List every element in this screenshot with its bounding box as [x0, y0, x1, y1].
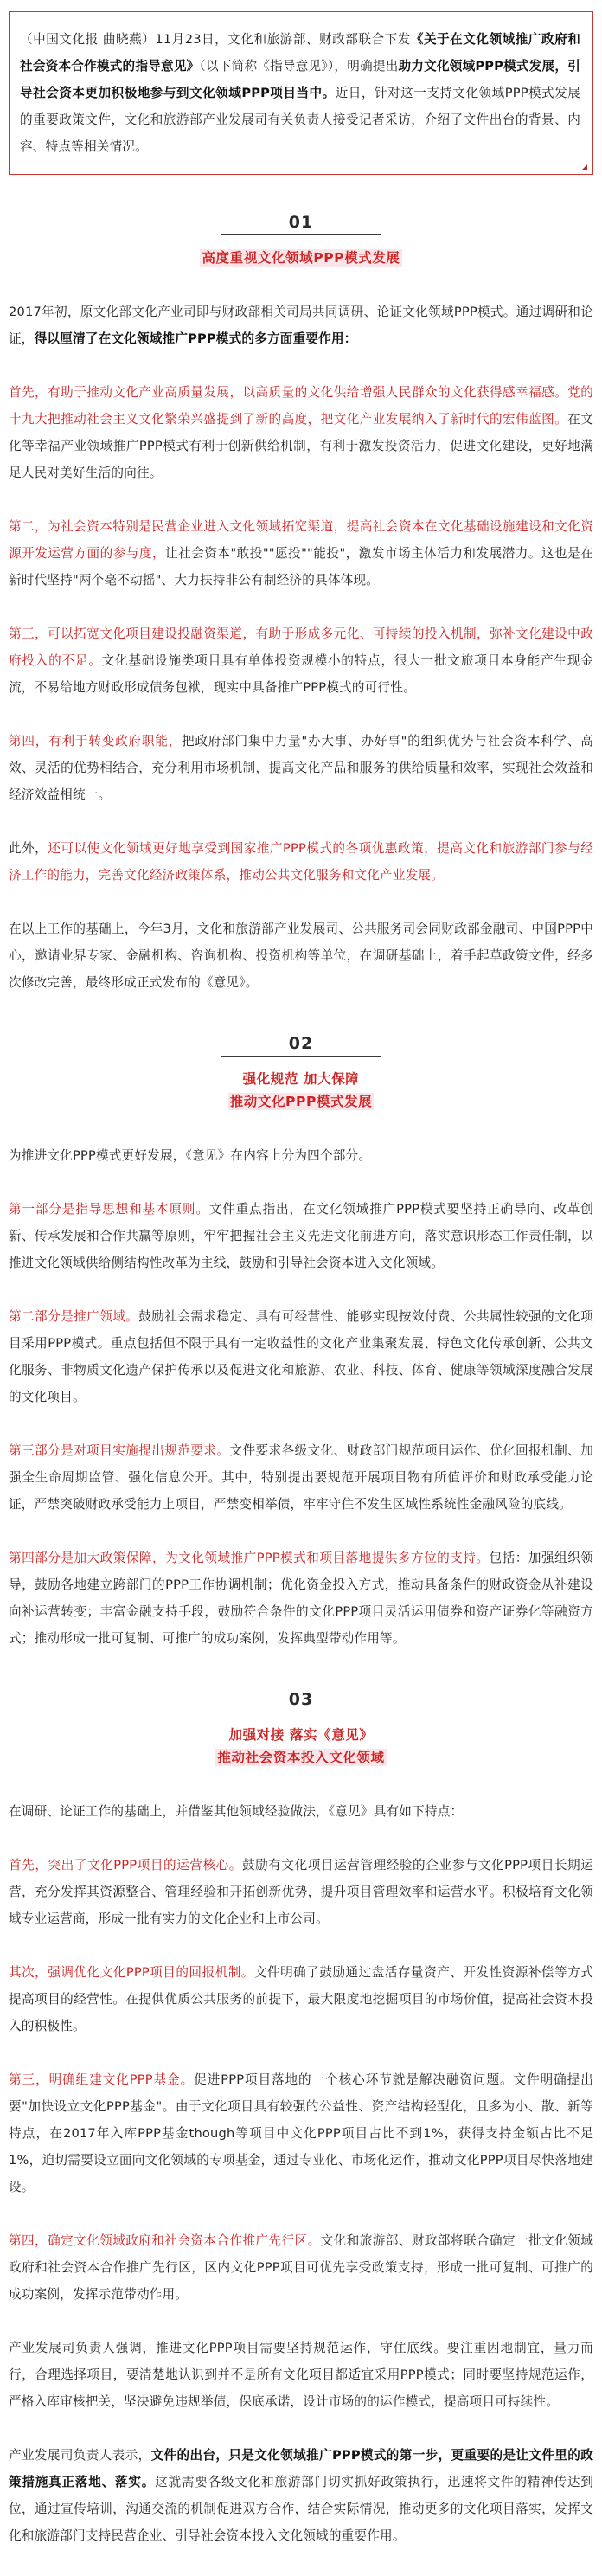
paragraph-text: 把政府部门集中力量"办大事、办好事"的组织优势与社会资本科学、高效、灵活的优势相结合，充分利用市场机制，提高文化产品和服务的供给质量和效率，实现社会效益和经济效益相统一。 — [9, 734, 593, 802]
paragraph — [0, 2227, 602, 2308]
paragraph-highlight: 首先，有助于推动文化产业高质量发展，以高质量的文化供给增强人民群众的文化获得感幸福感。党的十九大把推动社会主义文化繁荣兴盛提到了新的高度，把文化产业发展纳入了新时代的宏伟蓝图。 — [9, 385, 593, 427]
paragraph-text: 文化和旅游部、财政部将联合确定一批文化领域政府和社会资本合作推广先行区，区内文化PPP项目可优先享受政策支持，形成一批可复制、可推广的成功案例，发挥示范带动作用。 — [9, 2233, 593, 2302]
spacer — [0, 594, 602, 620]
spacer — [0, 269, 602, 299]
paragraph-highlight: 第二部分是推广领域。 — [9, 1309, 139, 1324]
lead-bold-2: 助力文化领域PPP模式发展，引导社会资本更加积极地参与到文化领域PPP项目当中。 — [20, 59, 580, 100]
lead-paragraph — [20, 26, 580, 160]
section-title-03 — [0, 1724, 602, 1769]
paragraph — [0, 835, 602, 889]
paragraph-emphasis: 文件的出台，只是文化领域推广PPP模式的第一步，更重要的是让文件里的政策措施真正落地、落实。 — [9, 2448, 594, 2489]
spacer — [0, 1932, 602, 1959]
spacer — [0, 701, 602, 728]
section-number-01: 01 — [288, 213, 314, 232]
spacer — [0, 486, 602, 513]
paragraph: 为推进文化PPP模式更好发展，《意见》在内容上分为四个部分。 — [9, 1148, 372, 1163]
paragraph — [0, 299, 602, 352]
section-divider-01 — [221, 234, 381, 235]
spacer — [0, 1169, 602, 1196]
spacer — [0, 1518, 602, 1545]
section-divider-02 — [221, 1056, 381, 1057]
paragraph-highlight: 第三，明确组建文化PPP基金。 — [9, 2072, 195, 2087]
paragraph-highlight: 第二，为社会资本特别是民营企业进入文化领域拓宽渠道，提高社会资本在文化基础设施建设和文化资源开发运营方面的参与度， — [9, 519, 593, 561]
paragraph: 在调研、论证工作的基础上，并借鉴其他领域经验做法，《意见》具有如下特点： — [9, 1804, 464, 1819]
section-title-01 — [0, 247, 602, 269]
spacer — [0, 1113, 602, 1142]
section-title-line: 推动社会资本投入文化领域 — [217, 1750, 385, 1765]
paragraph: 产业发展司负责人强调，推进文化PPP项目需要坚持规范运作，守住底线。要注重因地制宜，量力而行，合理选择项目，要清楚地认识到并不是所有文化项目都适宜采用PPP模式；同时要坚持规范运作，严格入库审核把关，坚决避免违规举债，保底承诺，设计市场的的运作模式，提高项目可持续性。 — [9, 2341, 593, 2409]
paragraph-text: 这就需要各级文化和旅游部门切实抓好政策执行，迅速将文件的精神传达到位，通过宣传培训，沟通交流的机制促进双方合作，结合实际情况，推动更多的文化项目落实，发挥文化和旅游部门支持民营企业、引导社会资本投入文化领域的重要作用。 — [9, 2475, 594, 2543]
section-number-02: 02 — [288, 1034, 314, 1053]
spacer — [0, 808, 602, 835]
paragraph — [0, 513, 602, 594]
paragraph-text: 包括：加强组织领导，鼓励各地建立跨部门的PPP工作协调机制；优化资金投入方式，推动具备条件的财政资金从补建设向补运营转变；丰富金融支持手段，鼓励符合条件的文化PPP项目灵活运用债券和资产证券化等融资方式；推动形成一批可复制、可推广的成功案例，发挥典型带动作用等。 — [9, 1551, 593, 1646]
paragraph — [0, 1852, 602, 1932]
paragraph-text: 鼓励社会需求稳定、具有可经营性、能够实现按效付费、公共属性较强的文化项目采用PPP模式。重点包括但不限于具有一定收益性的文化产业集聚发展、特色文化传承创新、公共文化服务、非物质文化遗产保护传承以及促进文化和旅游、农业、科技、体育、健康等领域深度融合发展的文化项目。 — [9, 1309, 593, 1404]
paragraph-text: 文件要求各级文化、财政部门规范项目运作、优化回报机制、加强全生命周期监管、强化信息公开。其中，特别提出要规范开展项目物有所值评价和财政承受能力论证，严禁突破财政承受能力上项目，严禁变相举债，牢牢守住不发生区域性系统性金融风险的底线。 — [9, 1443, 593, 1512]
paragraph-text: 在文化等幸福产业领域推广PPP模式有利于创新供给机制，有利于激发投资活力，促进文化建设，更好地满足人民对美好生活的向往。 — [9, 412, 593, 480]
spacer — [0, 2200, 602, 2227]
paragraph-highlight: 第四，有利于转变政府职能， — [9, 734, 183, 748]
section-title-line: 加强对接 落实《意见》 — [228, 1727, 374, 1743]
section-header-02 — [0, 1034, 602, 1113]
paragraph — [0, 620, 602, 701]
spacer — [0, 2549, 602, 2576]
paragraph-text: 2017年初，原文化部文化产业司即与财政部相关司局共同调研、论证文化领域PPP模式。通过调研和论证， — [9, 305, 593, 346]
spacer — [0, 1276, 602, 1303]
section-title-line: 强化规范 加大保障 — [242, 1071, 360, 1087]
paragraph — [0, 2442, 602, 2549]
paragraph: 在以上工作的基础上，今年3月，文化和旅游部产业发展司、公共服务司会同财政部金融司、中国PPP中心，邀请业界专家、金融机构、咨询机构、投资机构等单位，在调研基础上，着手起草政策文件，经多次修改完善，最终形成正式发布的《意见》。 — [9, 922, 593, 990]
spacer — [0, 889, 602, 915]
paragraph-text: 产业发展司负责人表示， — [9, 2448, 151, 2463]
spacer — [0, 352, 602, 379]
paragraph — [0, 379, 602, 486]
paragraph-text: 此外， — [9, 841, 48, 856]
lead-intro-box — [9, 11, 593, 175]
paragraph-highlight: 还可以使文化领域更好地享受到国家推广PPP模式的各项优惠政策，提高文化和旅游部门参与经济工作的能力，完善文化经济政策体系，推动公共文化服务和文化产业发展。 — [9, 841, 593, 883]
paragraph — [0, 1303, 602, 1410]
section-header-03 — [0, 1690, 602, 1769]
spacer — [0, 1825, 602, 1852]
spacer — [0, 2308, 602, 2335]
paragraph-highlight: 第四，确定文化领域政府和社会资本合作推广先行区。 — [9, 2233, 321, 2248]
paragraph-highlight: 首先，突出了文化PPP项目的运营核心。 — [9, 1858, 242, 1873]
paragraph — [0, 2066, 602, 2200]
paragraph-text: 鼓励有文化项目运营管理经验的企业参与文化PPP项目长期运营，充分发挥其资源整合、管理经验和开拓创新优势，提升项目管理效率和运营水平。积极培育文化领域专业运营商，形成一批有实力的文化企业和上市公司。 — [9, 1858, 593, 1926]
section-title-02 — [0, 1068, 602, 1113]
spacer — [0, 1769, 602, 1798]
paragraph-text: 让社会资本"敢投""愿投""能投"，激发市场主体活力和发展潜力。这也是在新时代坚持"两个毫不动摇"、大力扶持非公有制经济的具体体现。 — [9, 546, 593, 588]
paragraph-text: 文化基础设施类项目具有单体投资规模小的特点，很大一批文旅项目本身能产生现金流，不易给地方财政形成债务包袱，现实中具备推广PPP模式的可行性。 — [9, 653, 593, 695]
section-header-01 — [0, 213, 602, 269]
section-title-line: 高度重视文化领域PPP模式发展 — [202, 250, 400, 266]
paragraph — [0, 1437, 602, 1518]
lead-plain-2: （以下简称《指导意见》），明确提出 — [199, 59, 399, 74]
paragraph-highlight: 第三，可以拓宽文化项目建设投融资渠道，有助于形成多元化、可持续的投入机制，弥补文化建设中政府投入的不足。 — [9, 626, 593, 668]
paragraph — [0, 1959, 602, 2040]
paragraph — [0, 1545, 602, 1652]
paragraph-text: 促进PPP项目落地的一个核心环节就是解决融资问题。文件明确提出要"加快设立文化PPP基金"。由于文化项目具有较强的公益性、资产结构轻型化，且多为小、散、新等特点，在2017年入库PPP基金though等项目中文化PPP项目占比不到1%，获得支持金额占比不足1%，迫切需要设立面向文化领域的专项基金，通过专业化、市场化运作，推动文化PPP项目尽快落地建设。 — [9, 2072, 594, 2194]
paragraph-emphasis: 得以厘清了在文化领域推广PPP模式的多方面重要作用： — [34, 331, 357, 346]
paragraph-text: 文件重点指出，在文化领域推广PPP模式要坚持正确导向、改革创新、传承发展和合作共赢等原则，牢牢把握社会主义先进文化前进方向，落实意识形态工作责任制，以推进文化领域供给侧结构性改革为主线，鼓励和引导社会资本进入文化领域。 — [9, 1202, 593, 1270]
paragraph-highlight: 第三部分是对项目实施提出规范要求。 — [9, 1443, 230, 1458]
lead-plain-3: 近日，针对这一支持文化领域PPP模式发展的重要政策文件，文化和旅游部产业发展司有关负责人接受记者采访，介绍了文件出台的背景、内容、特点等相关情况。 — [20, 86, 581, 154]
lead-plain-1: （中国文化报 曲晓燕）11月23日，文化和旅游部、财政部联合下发 — [20, 32, 411, 47]
section-number-block-02 — [221, 1034, 381, 1057]
lead-bold-1: 《关于在文化领域推广政府和社会资本合作模式的指导意见》 — [20, 32, 580, 74]
article-page — [0, 11, 602, 2576]
corner-fold-icon — [581, 164, 587, 170]
spacer — [0, 1410, 602, 1437]
paragraph-highlight: 其次，强调优化文化PPP项目的回报机制。 — [9, 1965, 254, 1980]
section-number-03: 03 — [288, 1690, 314, 1709]
section-number-block-03 — [221, 1690, 381, 1712]
paragraph — [0, 1196, 602, 1276]
paragraph — [0, 728, 602, 808]
spacer — [0, 2040, 602, 2066]
paragraph-highlight: 第四部分是加大政策保障，为文化领域推广PPP模式和项目落地提供多方位的支持。 — [9, 1551, 490, 1565]
paragraph-highlight: 第一部分是指导思想和基本原则。 — [9, 1202, 209, 1217]
spacer — [0, 2415, 602, 2442]
section-title-line: 推动文化PPP模式发展 — [229, 1094, 373, 1109]
paragraph-text: 文件明确了鼓励通过盘活存量资产、开发性资源补偿等方式提高项目的经营性。在提供优质公共服务的前提下，最大限度地挖掘项目的市场价值，提高社会资本投入的积极性。 — [9, 1965, 594, 2033]
section-number-block-01 — [221, 213, 381, 235]
